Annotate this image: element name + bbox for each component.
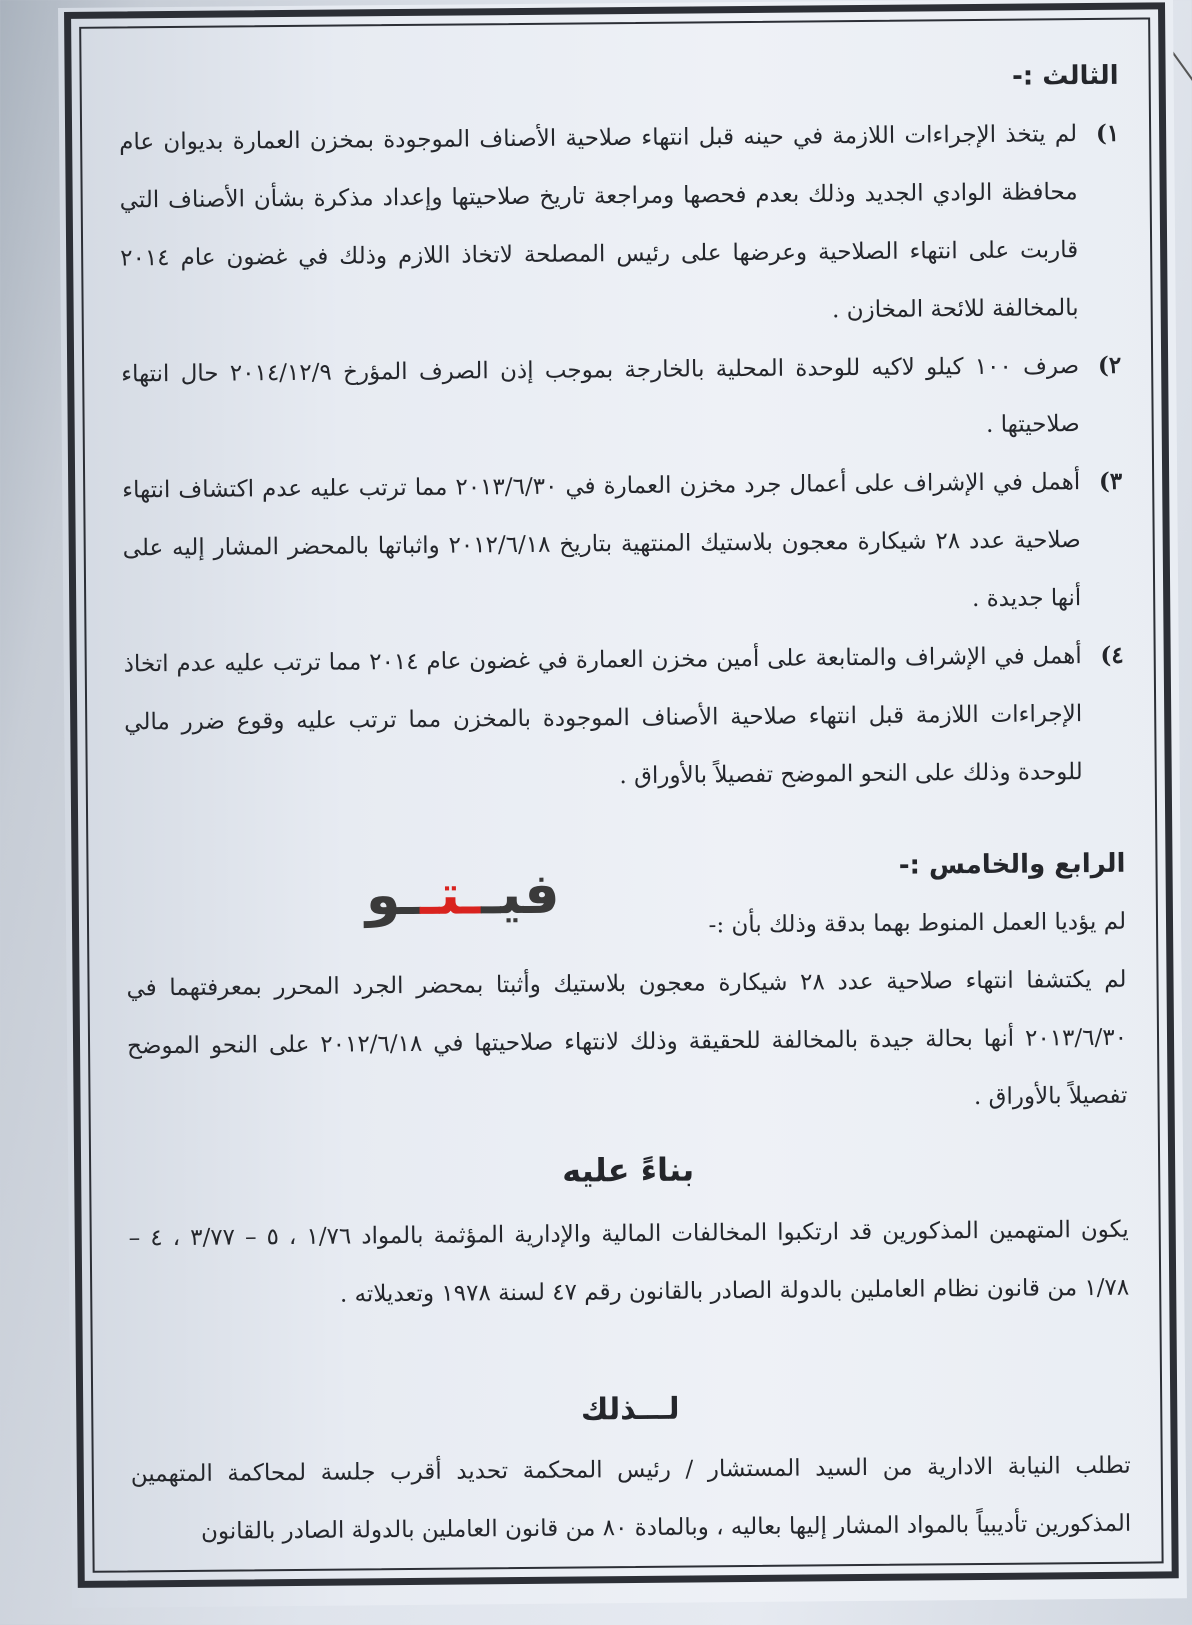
- section-3-item-2: [121, 337, 1122, 462]
- item-number: ٣): [1098, 467, 1123, 495]
- item-text: صرف ١٠٠ كيلو لاكيه للوحدة المحلية بالخارجة بموجب إذن الصرف المؤرخ ٢٠١٤/١٢/٩ حال انتهاء صلاحيتها .: [121, 353, 1080, 438]
- document-body: [118, 47, 1131, 1562]
- section-4-5-text: لم يكتشفا انتهاء صلاحية عدد ٢٨ شيكارة معجون بلاستيك وأثبتا بمحضر الجرد المحرر بمعرفتهما في ٢٠١٣/٦/٣٠ أنها بحالة جيدة بالمخالفة للحقيقة وذلك لانتهاء صلاحيتها في ٢٠١٢/٦/١٨ على النحو الموضح تفصيلاً بالأوراق .: [126, 966, 1128, 1111]
- conclusion-title: بناءً عليه: [561, 1150, 695, 1190]
- item-text: أهمل في الإشراف على أعمال جرد مخزن العمارة في ٢٠١٣/٦/٣٠ مما ترتب عليه عدم اكتشاف انتهاء صلاحية عدد ٢٨ شيكارة معجون بلاستيك المنتهية بتاريخ ٢٠١٢/٦/١٨ واثباتها بالمحضر المشار إليه على أنها جديدة .: [122, 469, 1082, 613]
- item-text: لم يتخذ الإجراءات اللازمة في حينه قبل انتهاء صلاحية الأصناف الموجودة بمخزن العمارة بديوان عام محافظة الوادي الجديد وذلك بعدم فحصها ومراجعة تاريخ صلاحيتها وإعداد مذكرة بشأن الأصناف التي قاربت على انتهاء الصلاحية وعرضها على رئيس المصلحة لاتخاذ اللازم وذلك في غضون عام ٢٠١٤ بالمخالفة للائحة المخازن .: [119, 121, 1079, 324]
- closing-title: لـــذلك: [580, 1391, 680, 1428]
- section-3-item-1: [119, 105, 1121, 346]
- closing-text: تطلب النيابة الادارية من السيد المستشار / رئيس المحكمة تحديد أقرب جلسة لمحاكمة المتهمين المذكورين تأديبياً بالمواد المشار إليها بعاليه ، وبالمادة ٨٠ من قانون العاملين بالدولة الصادر بالقانون: [130, 1452, 1132, 1545]
- section-3-item-4: [123, 627, 1124, 810]
- conclusion-text: يكون المتهمين المذكورين قد ارتكبوا المخالفات المالية والإدارية المؤثمة بالمواد ١/٧٦ ، ٥ – ٣/٧٧ ، ٤ – ١/٧٨ من قانون نظام العاملين بالدولة الصادر بالقانون رقم ٤٧ لسنة ١٩٧٨ وتعديلاته .: [128, 1216, 1130, 1308]
- section-4-5-heading: الرابع والخامس :-: [898, 848, 1126, 881]
- item-text: أهمل في الإشراف والمتابعة على أمين مخزن العمارة في غضون عام ٢٠١٤ مما ترتب عليه عدم اتخاذ الإجراءات اللازمة قبل انتهاء صلاحية الأصناف الموجودة بالمخزن مما ترتب عليه وقوع ضرر مالي للوحدة وذلك على النحو الموضح تفصيلاً بالأوراق .: [123, 643, 1083, 790]
- document-sheet: [58, 0, 1187, 1608]
- section-3-heading: الثالث :-: [1011, 60, 1119, 92]
- site-watermark-logo: فيــتــو: [365, 861, 561, 929]
- section-3-item-3: [122, 453, 1123, 636]
- item-number: ٢): [1097, 351, 1122, 379]
- section-4-5-intro: لم يؤديا العمل المنوط بهما بدقة وذلك بأن :-: [708, 908, 1127, 939]
- item-number: ١): [1095, 119, 1120, 147]
- item-number: ٤): [1100, 641, 1124, 669]
